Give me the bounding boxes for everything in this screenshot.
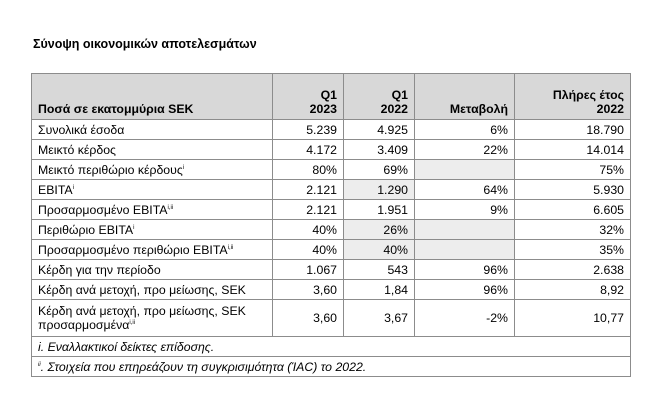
footnote-marker: i <box>133 224 135 231</box>
table-row <box>32 180 631 200</box>
footnote-iac-text: . Στοιχεία που επηρεάζουν τη συγκρισιμότητα (ΊΑC) το 2022. <box>40 359 367 374</box>
cell-q1-2023: 4.172 <box>273 140 344 160</box>
cell-q1-2022: 26% <box>344 220 415 240</box>
cell-q1-2022: 4.925 <box>344 120 415 140</box>
cell-q1-2022: 543 <box>344 260 415 280</box>
cell-change: 64% <box>415 180 515 200</box>
table-row <box>32 260 631 280</box>
cell-change <box>415 160 515 180</box>
cell-q1-2022: 3.409 <box>344 140 415 160</box>
cell-change <box>415 220 515 240</box>
cell-change: 6% <box>415 120 515 140</box>
page-title: Σύνοψη οικονομικών αποτελεσμάτων <box>33 37 257 51</box>
header-q1-2023: Q1 2023 <box>273 74 344 120</box>
cell-change: 22% <box>415 140 515 160</box>
footnote-iac <box>32 357 631 377</box>
footnote-apm: i. Εναλλακτικοί δείκτες επίδοσης. <box>32 337 631 357</box>
table-row <box>32 280 631 300</box>
cell-q1-2022: 1.290 <box>344 180 415 200</box>
header-label: Ποσά σε εκατομμύρια SEK <box>32 74 273 120</box>
cell-q1-2023: 1.067 <box>273 260 344 280</box>
cell-full-year: 10,77 <box>515 300 631 337</box>
cell-q1-2022: 1,84 <box>344 280 415 300</box>
cell-full-year: 14.014 <box>515 140 631 160</box>
row-label: Συνολικά έσοδα <box>38 122 125 137</box>
footnote-row <box>32 357 631 377</box>
footnote-marker: i <box>182 164 185 171</box>
cell-full-year: 6.605 <box>515 200 631 220</box>
table-row <box>32 300 631 337</box>
cell-q1-2022: 69% <box>344 160 415 180</box>
header-change: Μεταβολή <box>415 74 515 120</box>
cell-full-year: 18.790 <box>515 120 631 140</box>
cell-full-year: 35% <box>515 240 631 260</box>
row-label: Προσαρμοσμένο περιθώριο EBITA <box>38 242 228 257</box>
cell-q1-2023: 40% <box>273 240 344 260</box>
table-row <box>32 240 631 260</box>
financial-summary-table <box>31 73 631 377</box>
row-label: Μεικτό κέρδος <box>38 142 116 157</box>
cell-q1-2022: 3,67 <box>344 300 415 337</box>
cell-full-year: 75% <box>515 160 631 180</box>
footnote-marker: ii <box>38 361 41 368</box>
header-q1-2022: Q1 2022 <box>344 74 415 120</box>
footnote-marker: i,ii <box>129 320 136 326</box>
cell-q1-2023: 5.239 <box>273 120 344 140</box>
cell-full-year: 5.930 <box>515 180 631 200</box>
cell-q1-2022: 40% <box>344 240 415 260</box>
row-label: Προσαρμοσμένο EBITA <box>38 202 168 217</box>
row-label: Κέρδη για την περίοδο <box>38 262 161 277</box>
row-label: Κέρδη ανά μετοχή, προ μείωσης, SEK <box>38 282 246 297</box>
cell-change <box>415 240 515 260</box>
cell-q1-2023: 3,60 <box>273 300 344 337</box>
table-row <box>32 220 631 240</box>
cell-full-year: 2.638 <box>515 260 631 280</box>
row-label-line2: προσαρμοσμένα <box>38 318 130 332</box>
table-row <box>32 140 631 160</box>
cell-q1-2023: 80% <box>273 160 344 180</box>
cell-full-year: 32% <box>515 220 631 240</box>
table-row <box>32 120 631 140</box>
cell-q1-2023: 2.121 <box>273 200 344 220</box>
footnote-marker: i,ii <box>227 244 234 251</box>
cell-change: 96% <box>415 280 515 300</box>
cell-change: -2% <box>415 300 515 337</box>
table-header-row <box>32 74 631 120</box>
row-label-line1: Κέρδη ανά μετοχή, προ μείωσης, SEK <box>38 304 246 318</box>
footnote-row <box>32 337 631 357</box>
row-label: Περιθώριο EBITA <box>38 222 134 237</box>
footnote-marker: i <box>72 184 74 191</box>
cell-q1-2023: 3,60 <box>273 280 344 300</box>
cell-change: 96% <box>415 260 515 280</box>
cell-full-year: 8,92 <box>515 280 631 300</box>
cell-q1-2023: 40% <box>273 220 344 240</box>
table-row <box>32 200 631 220</box>
row-label: Μεικτό περιθώριο κέρδους <box>38 162 183 177</box>
cell-q1-2022: 1.951 <box>344 200 415 220</box>
footnote-marker: i,ii <box>167 204 174 211</box>
row-label: EBITA <box>38 182 73 197</box>
header-full-year-2022: Πλήρες έτος 2022 <box>515 74 631 120</box>
cell-change: 9% <box>415 200 515 220</box>
cell-q1-2023: 2.121 <box>273 180 344 200</box>
table-row <box>32 160 631 180</box>
